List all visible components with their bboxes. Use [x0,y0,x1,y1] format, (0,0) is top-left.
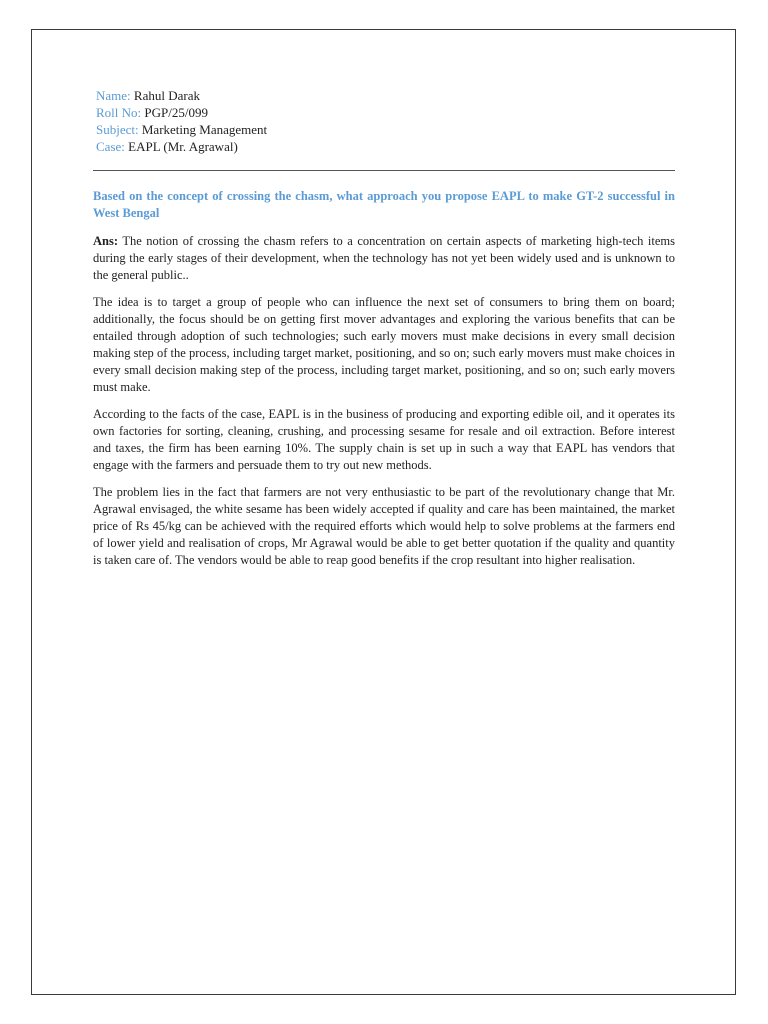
roll-no-value: PGP/25/099 [144,105,208,120]
answer-paragraph-4: The problem lies in the fact that farmers are not very enthusiastic to be part of the revolutionary change that Mr. Agrawal envisaged, the white sesame has been widely accepted if quality and care has been maintained, the market price of Rs 45/kg can be achieved with the required efforts which would help to solve problems at the farmers end of lower yield and realisation of crops, Mr Agrawal would be able to get better quotation if the quality and quantity is taken care of. The vendors would be able to reap good benefits if the crop resultant into higher realisation. [93,485,675,567]
case-value: EAPL (Mr. Agrawal) [128,139,238,154]
case-row [96,138,676,155]
roll-no-row [96,104,676,121]
answer-paragraph-2: The idea is to target a group of people who can influence the next set of consumers to bring them on board; additionally, the focus should be on getting first mover advantages and exploring the various benefits that can be entailed through adoption of such technologies; such early movers must make decisions in every small decision making step of the process, including target market, positioning, and so on; such early movers must make choices in every small decision making step of the process, including target market, positioning, and so on; such early movers must make. [93,295,675,394]
subject-row [96,121,676,138]
answer-paragraph-3: According to the facts of the case, EAPL is in the business of producing and exporting edible oil, and it operates its own factories for sorting, cleaning, crushing, and processing sesame for resale and oil extraction. Before interest and taxes, the firm has been earning 10%. The supply chain is set up in such a way that EAPL has vendors that engage with the farmers and persuade them to try out new methods. [93,407,675,472]
header-divider [93,170,675,171]
name-label: Name: [96,88,131,103]
answer-paragraph-1-text: The notion of crossing the chasm refers to a concentration on certain aspects of marketing high-tech items during the early stages of their development, when the technology has not yet been widely used and is unknown to the general public.. [93,234,675,282]
student-info-header [96,87,676,155]
name-row [96,87,676,104]
answer-body [93,233,675,579]
ans-label: Ans: [93,234,119,248]
name-value: Rahul Darak [133,88,200,103]
subject-label: Subject: [96,122,139,137]
question-heading: Based on the concept of crossing the chasm, what approach you propose EAPL to make GT-2 successful in West Bengal [93,189,675,220]
subject-value: Marketing Management [141,122,268,137]
roll-no-label: Roll No: [96,105,142,120]
case-label: Case: [96,139,125,154]
answer-paragraph-1 [93,233,675,284]
